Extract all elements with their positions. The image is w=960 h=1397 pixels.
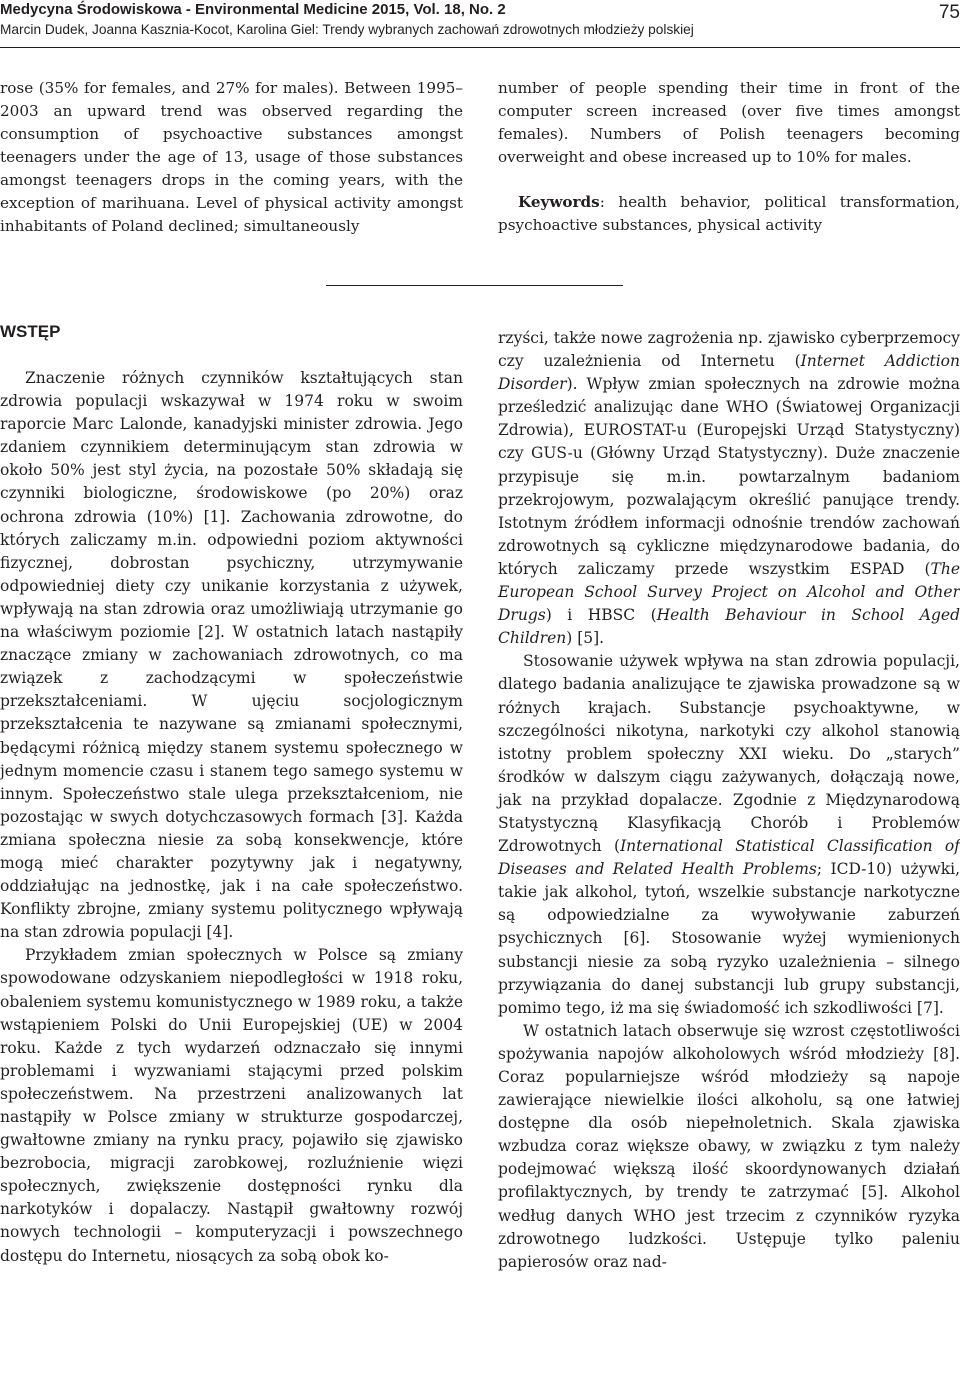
keywords-text: : health behavior, political transformation, psychoactive substances, physical activity xyxy=(498,193,960,234)
journal-title: Medycyna Środowiskowa - Environmental Medicine 2015, Vol. 18, No. 2 xyxy=(0,1,506,18)
text-run: ; ICD-10) używki, takie jak alkohol, tytoń, wszelkie substancje narkotyczne są odpowiedzialne za wywoływanie zaburzeń psychicznych [6]. Stosowanie wyżej wymienionych substancji niesie za sobą ryzyko uzależnienia – silnego przywiązania do danej substancji lub grupy substancji, pomimo tego, iż ma się świadomość ich szkodliwości [7]. xyxy=(498,860,960,1017)
text-run: ) i HBSC ( xyxy=(545,606,657,625)
body-left-column xyxy=(0,367,463,1268)
body-paragraph xyxy=(498,650,960,1020)
abstract-left-column xyxy=(0,77,463,238)
body-paragraph: Przykładem zmian społecznych w Polsce są zmiany spowodowane odzyskaniem niepodległości w 1918 roku, obaleniem systemu komunistycznego w 1989 roku, a także wstąpieniem Polski do Unii Europejskiej (UE) w 2004 roku. Każde z tych wydarzeń odznaczało się innymi problemami i wyzwaniami stającymi przed polskim społeczeństwem. Na przestrzeni analizowanych lat nastąpiły w Polsce zmiany w strukturze gospodarczej, gwałtowne zmiany na rynku pracy, pojawiło się zjawisko bezrobocia, migracji zarobkowej, rozluźnienie więzi społecznych, zwiększenie dostępności rynku dla narkotyków i dopalaczy. Nastąpił gwałtowny rozwój nowych technologii – komputeryzacji i powszechnego dostępu do Internetu, niosących za sobą obok ko- xyxy=(0,946,463,1265)
page-number: 75 xyxy=(938,2,960,23)
italic-term: Health Behaviour in School Aged Children xyxy=(498,606,960,648)
body-paragraph: Znaczenie różnych czynników kształtujących stan zdrowia populacji wskazywał w 1974 roku w swoim raporcie Marc Lalonde, kanadyjski minister zdrowia. Jego zdaniem czynnikiem determinującym stan zdrowia w około 50% jest styl życia, na pozostałe 50% składają się czynniki biologiczne, środowiskowe (po 20%) oraz ochrona zdrowia (10%) [1]. Zachowania zdrowotne, do których zaliczamy m.in. odpowiedni poziom aktywności fizycznej, dobrostan psychiczny, utrzymywanie odpowiedniej diety czy unikanie korzystania z używek, wpływają na stan zdrowia oraz umożliwiają utrzymanie go na właściwym poziomie [2]. W ostatnich latach nastąpiły znaczące zmiany w zachowaniach zdrowotnych, co ma związek z zachodzącymi w społeczeństwie przekształceniami. W ujęciu socjologicznym przekształcenia te nazywane są zmianami społecznymi, będącymi różnicą między stanem systemu społecznego w jednym momencie czasu i stanem tego samego systemu w innym. Społeczeństwo stale ulega przekształceniom, nie pozostając w swych dotychczasowych formach [3]. Każda zmiana społeczna niesie za sobą konsekwencje, które mogą mieć charakter pozytywny jak i negatywny, oddziałując na jednostkę, jak i na całe społeczeństwo. Konflikty zbrojne, zmiany systemu politycznego wpływają na stan zdrowia populacji [4]. xyxy=(0,369,463,942)
italic-term: Internet Addiction Disorder xyxy=(498,352,960,394)
text-run: ) [5]. xyxy=(566,629,605,648)
abstract-right-column xyxy=(498,77,960,237)
abstract-paragraph-left: rose (35% for females, and 27% for males). Between 1995–2003 an upward trend was observed regarding the consumption of psychoactive substances amongst teenagers under the age of 13, usage of those substances amongst teenagers drops in the coming years, with the exception of marihuana. Level of physical activity amongst inhabitants of Poland declined; simultaneously xyxy=(0,79,463,235)
section-divider xyxy=(326,285,623,286)
text-run: ). Wpływ zmian społecznych na zdrowie można prześledzić analizując dane WHO (Światowej Organizacji Zdrowia), EUROSTAT-u (Europejski Urząd Statystyczny) czy GUS-u (Główny Urząd Statystyczny). Duże znaczenie przypisuje się m.in. powtarzalnym badaniom przekrojowym, pozwalającym określić panujące trendy. Istotnym źródłem informacji odnośnie trendów zachowań zdrowotnych są cykliczne międzynarodowe badania, do których zaliczamy przede wszystkim ESPAD ( xyxy=(498,375,960,578)
header-divider xyxy=(0,47,960,48)
running-head-authors-title: Marcin Dudek, Joanna Kasznia-Kocot, Karolina Giel: Trendy wybranych zachowań zdrowotnych młodzieży polskiej xyxy=(0,22,694,37)
keywords-label: Keywords xyxy=(518,193,600,211)
text-run: rzyści, także nowe zagrożenia np. zjawisko cyberprzemocy czy uzależnienia od Internetu ( xyxy=(498,329,960,371)
section-heading: WSTĘP xyxy=(0,322,61,341)
text-run: Stosowanie używek wpływa na stan zdrowia populacji, dlatego badania analizujące te zjawiska prowadzone są w różnych krajach. Substancje psychoaktywne, w szczególności nikotyna, narkotyki czy alkohol stanowią istotny problem społeczny XXI wieku. Do „starych” środków w dalszym ciągu zażywanych, dołączają nowe, jak na przykład dopalacze. Zgodnie z Międzynarodową Statystyczną Klasyfikacją Chorób i Problemów Zdrowotnych ( xyxy=(498,652,960,856)
italic-term: International Statistical Classification of Diseases and Related Health Problems xyxy=(498,837,960,879)
body-right-column xyxy=(498,327,960,1274)
abstract-paragraph-right: number of people spending their time in front of the computer screen increased (over five times amongst females). Numbers of Polish teenagers becoming overweight and obese increased up to 10% for males. xyxy=(498,79,960,166)
body-paragraph: W ostatnich latach obserwuje się wzrost częstotliwości spożywania napojów alkoholowych wśród młodzieży [8]. Coraz popularniejsze wśród młodzieży są napoje zawierające niewielkie ilości alkoholu, są one łatwiej dostępne dla osób niepełnoletnich. Skala zjawiska wzbudza coraz większe obawy, w związku z tym należy podejmować większą ilość skoordynowanych działań profilaktycznych, by trendy te zatrzymać [5]. Alkohol według danych WHO jest trzecim z czynników ryzyka zdrowotnego ludzkości. Ustępuje tylko paleniu papierosów oraz nad- xyxy=(498,1021,960,1271)
body-paragraph xyxy=(498,327,960,650)
keywords-paragraph xyxy=(498,191,960,237)
italic-term: The European School Survey Project on Alcohol and Other Drugs xyxy=(498,559,960,625)
